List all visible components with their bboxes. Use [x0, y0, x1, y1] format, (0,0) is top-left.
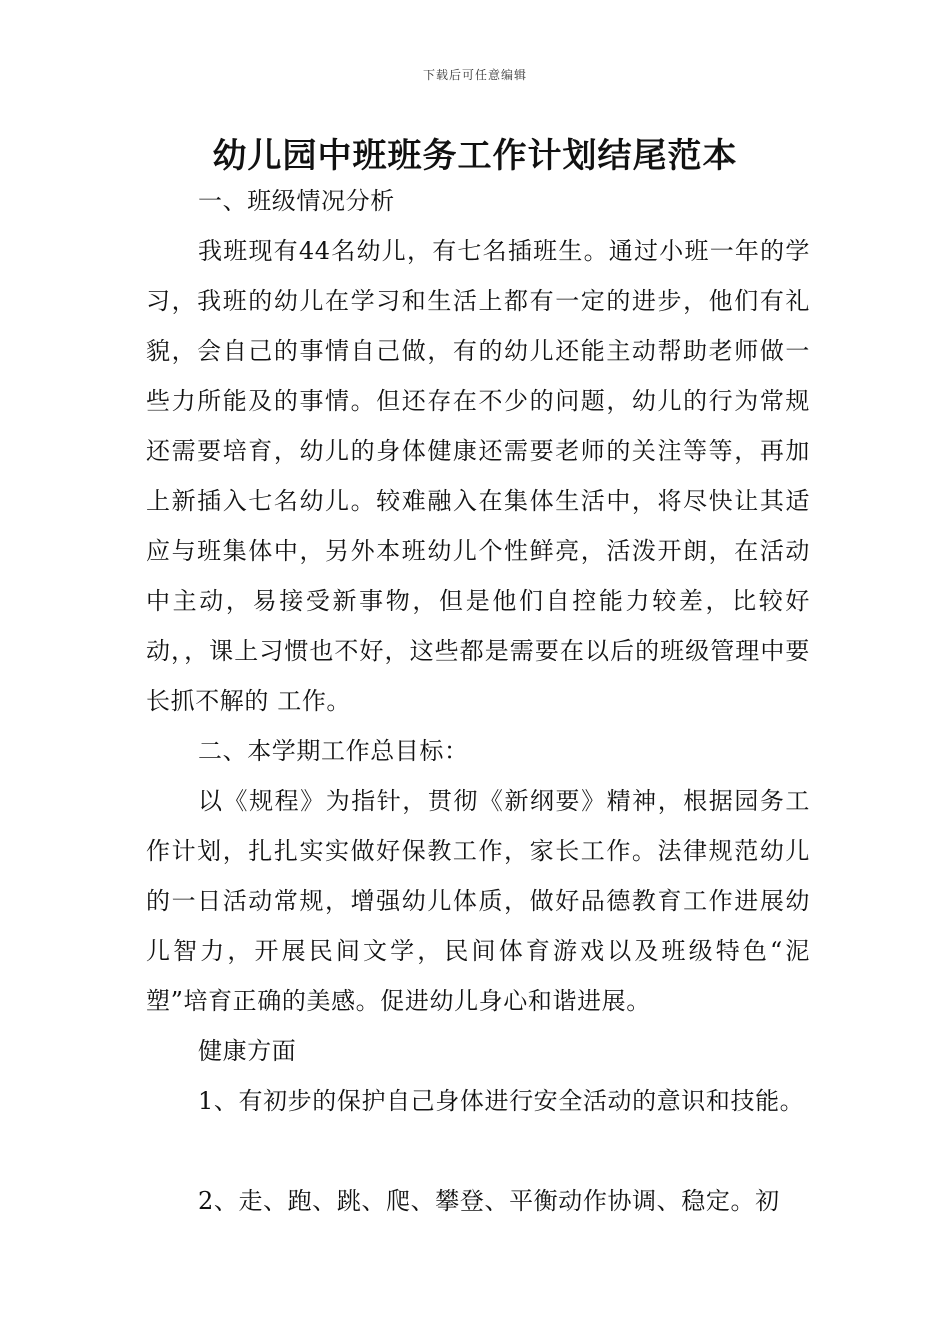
header-note: 下载后可任意编辑	[422, 68, 527, 82]
health-item-2: 2、走、跑、跳、爬、攀登、平衡动作协调、稳定。初	[198, 1187, 780, 1215]
document-body	[146, 176, 810, 1226]
document-title: 幼儿园中班班务工作计划结尾范本	[212, 136, 738, 176]
blank-line	[146, 1126, 810, 1176]
paragraph-semester-goals: 以《规程》为指针，贯彻《新纲要》精神，根据园务工作计划，扎扎实实做好保教工作，家长工作。法律规范幼儿的一日活动常规，增强幼儿体质，做好品德教育工作进展幼儿智力，开展民间文学，民间体育游戏以及班级特色“泥塑”培育正确的美感。促进幼儿身心和谐进展。	[146, 787, 810, 1015]
subheading-health: 健康方面	[198, 1037, 297, 1065]
section-heading-class-analysis: 一、班级情况分析	[198, 187, 395, 215]
section-heading-semester-goals: 二、本学期工作总目标：	[198, 737, 469, 765]
health-item-1: 1、有初步的保护自己身体进行安全活动的意识和技能。	[198, 1087, 805, 1115]
paragraph-class-analysis: 我班现有44名幼儿，有七名插班生。通过小班一年的学习，我班的幼儿在学习和生活上都有一定的进步，他们有礼貌，会自己的事情自己做，有的幼儿还能主动帮助老师做一些力所能及的事情。但还存在不少的问题，幼儿的行为常规还需要培育，幼儿的身体健康还需要老师的关注等等，再加上新插入七名幼儿。较难融入在集体生活中，将尽快让其适应与班集体中，另外本班幼儿个性鲜亮，活泼开朗，在活动中主动，易接受新事物，但是他们自控能力较差，比较好动，，课上习惯也不好，这些都是需要在以后的班级管理中要长抓不解的 工作。	[146, 237, 810, 715]
